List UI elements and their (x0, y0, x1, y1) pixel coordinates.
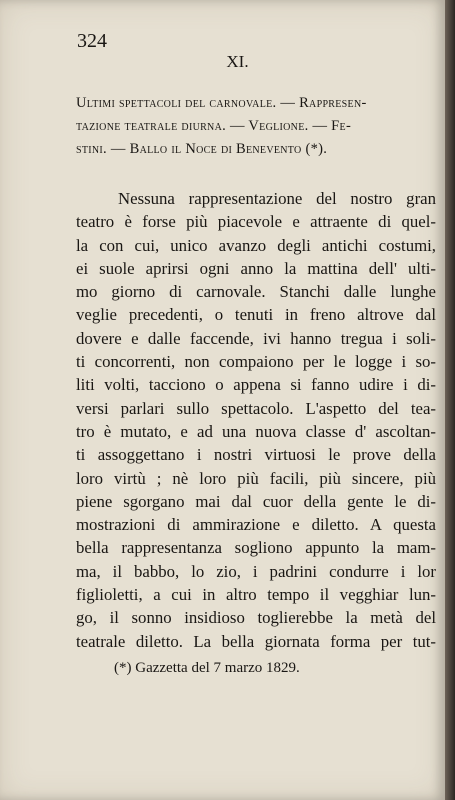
chapter-summary (76, 92, 436, 161)
footnote: (*) Gazzetta del 7 marzo 1829. (114, 660, 300, 676)
body-line: teatro è forse più piacevole e attraente di quel- (76, 212, 436, 232)
summary-line: tazione teatrale diurna. — Veglione. — Fe- (76, 118, 352, 134)
summary-line: Ultimi spettacoli del carnovale. — Rappresen- (76, 95, 367, 111)
body-line: teatrale diletto. La bella giornata forma per tut- (76, 631, 436, 651)
body-line: versi parlari sullo spettacolo. L'aspetto del tea- (76, 398, 436, 418)
body-line: veglie precedenti, o tenuti in freno altrove dal (76, 305, 436, 325)
body-line: tro è mutato, e ad una nuova classe d' ascoltan- (76, 421, 436, 441)
body-line: go, il sonno insidioso toglierebbe la metà del (76, 608, 436, 628)
body-line: mo giorno di carnovale. Stanchi dalle lunghe (76, 282, 436, 302)
body-line: loro virtù ; nè loro più facili, più sincere, più (76, 468, 436, 488)
page-edge (445, 0, 455, 800)
page-number: 324 (77, 30, 107, 52)
body-line: mostrazioni di ammirazione e diletto. A questa (76, 515, 436, 535)
body-line: la con cui, unico avanzo degli antichi costumi, (76, 235, 436, 255)
chapter-number: XI. (226, 52, 249, 71)
body-line: ei suole aprirsi ogni anno la mattina dell' ulti- (76, 258, 436, 278)
summary-line: stini. — Ballo il Noce di Benevento (*). (76, 141, 328, 157)
body-line: piene sgorgano mai dal cuor della gente le di- (76, 491, 436, 511)
body-line: ti assoggettano i nostri virtuosi le prove della (76, 445, 436, 465)
body-line: ma, il babbo, lo zio, i padrini condurre i lor (76, 561, 436, 581)
body-line: bella rappresentanza sogliono appunto la mam- (76, 538, 436, 558)
body-line: figlioletti, a cui in altro tempo il vegghiar lun- (76, 585, 436, 605)
body-text (76, 187, 436, 653)
body-line: dovere e dalle faccende, ivi hanno tregua i soli- (76, 328, 436, 348)
body-line: Nessuna rappresentazione del nostro gran (118, 189, 436, 208)
body-line: liti volti, tacciono o appena si fanno udire i di- (76, 375, 436, 395)
body-line: ti concorrenti, non compaiono per le logge i so- (76, 352, 436, 372)
